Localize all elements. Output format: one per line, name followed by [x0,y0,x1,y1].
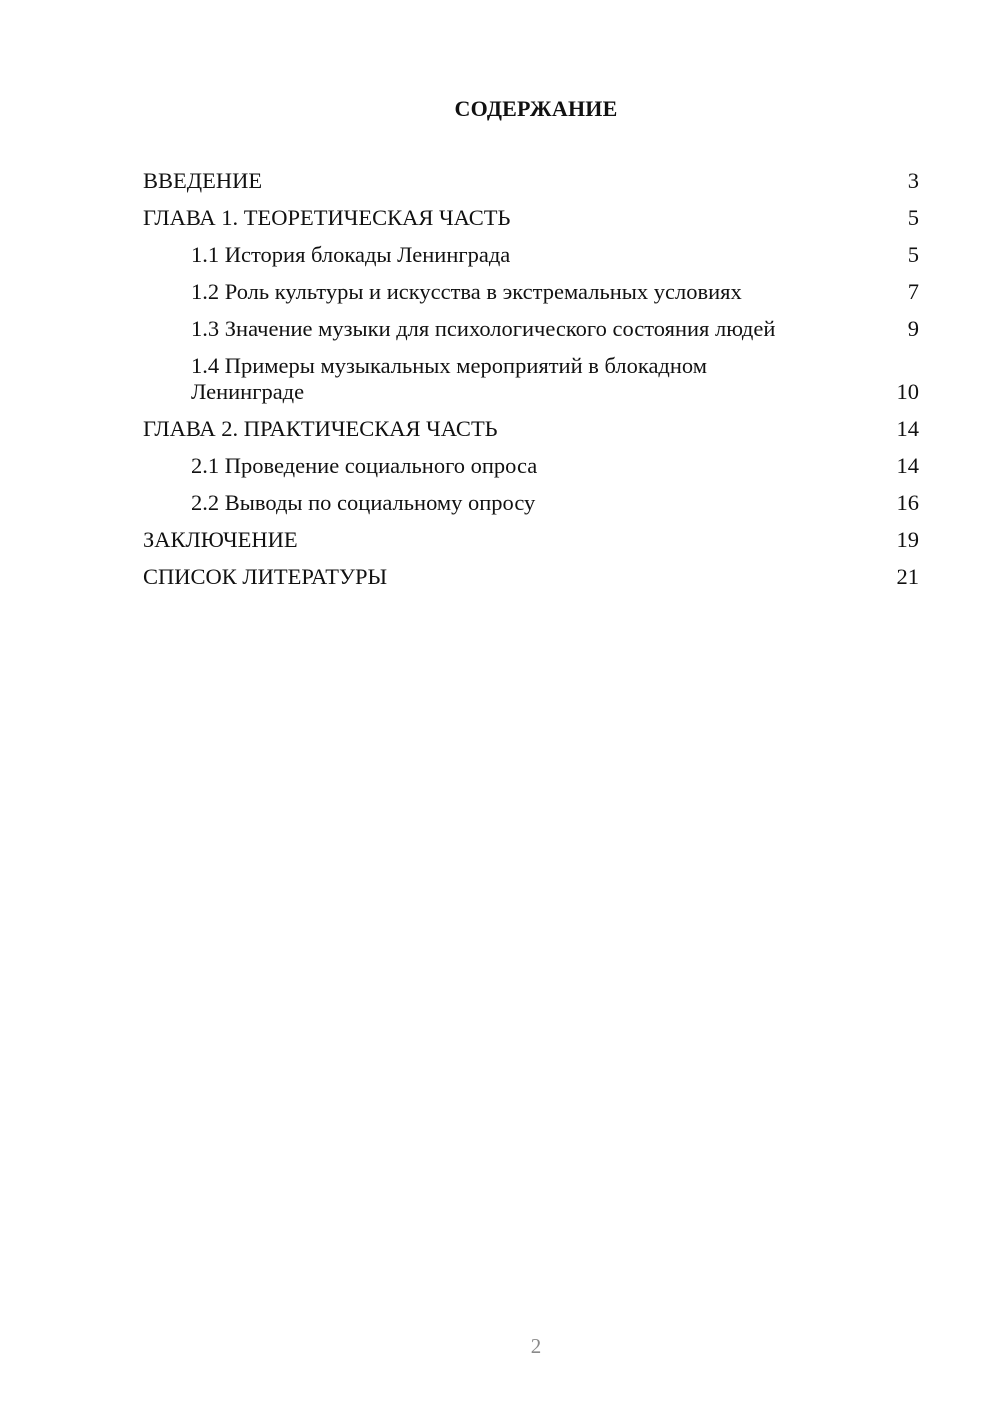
toc-entry-page: 5 [907,242,919,267]
toc-entry-page: 14 [896,416,919,441]
toc-entry-chapter-2 [143,416,919,442]
toc-entry-page: 9 [907,316,919,341]
toc-entry-section-2-1 [143,453,919,479]
toc-entry-label: 1.1 История блокады Ленинграда [191,242,511,267]
toc-entry-label: 2.2 Выводы по социальному опросу [191,490,536,515]
table-of-contents [143,168,919,601]
toc-entry-section-1-2 [143,279,919,305]
toc-entry-label: ГЛАВА 2. ПРАКТИЧЕСКАЯ ЧАСТЬ [143,416,498,441]
toc-entry-label: ГЛАВА 1. ТЕОРЕТИЧЕСКАЯ ЧАСТЬ [143,205,511,230]
toc-entry-page: 19 [896,527,919,552]
toc-entry-label: 2.1 Проведение социального опроса [191,453,538,478]
toc-entry-bibliography [143,564,919,590]
toc-entry-label: 1.3 Значение музыки для психологического состояния людей [191,316,776,341]
toc-entry-page: 7 [907,279,919,304]
toc-entry-page: 14 [896,453,919,478]
toc-entry-page: 10 [896,379,919,404]
toc-entry-page: 21 [896,564,919,589]
toc-entry-page: 5 [907,205,919,230]
toc-entry-label: ВВЕДЕНИЕ [143,168,263,193]
toc-entry-introduction [143,168,919,194]
page-number: 2 [530,1334,542,1358]
toc-entry-conclusion [143,527,919,553]
toc-entry-label: ЗАКЛЮЧЕНИЕ [143,527,298,552]
toc-entry-page: 3 [907,168,919,193]
toc-entry-label: 1.2 Роль культуры и искусства в экстремальных условиях [191,279,742,304]
toc-entry-page: 16 [896,490,919,515]
toc-entry-label: СПИСОК ЛИТЕРАТУРЫ [143,564,388,589]
toc-entry-section-1-4 [143,353,919,405]
toc-title: СОДЕРЖАНИЕ [454,96,618,121]
toc-entry-chapter-1 [143,205,919,231]
toc-entry-label: 1.4 Примеры музыкальных мероприятий в блокадном Ленинграде [191,353,707,404]
toc-entry-section-2-2 [143,490,919,516]
toc-entry-section-1-1 [143,242,919,268]
toc-entry-section-1-3 [143,316,919,342]
